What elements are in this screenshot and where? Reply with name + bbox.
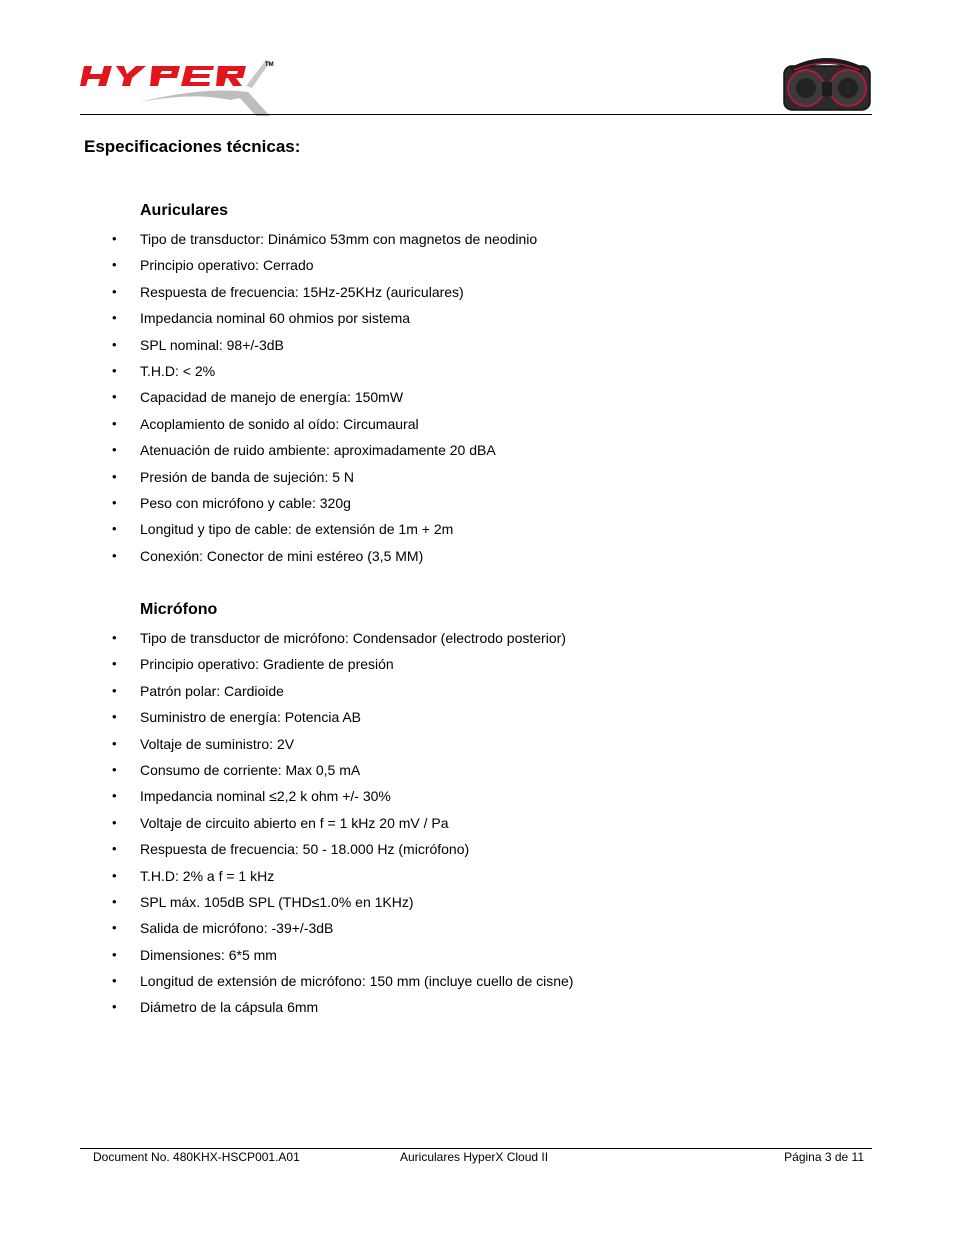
- list-item: • Diámetro de la cápsula 6mm: [112, 999, 319, 1016]
- bullet-icon: •: [112, 283, 117, 299]
- section-heading-microfono: Micrófono: [140, 601, 218, 618]
- bullet-icon: •: [112, 468, 117, 484]
- list-item: • Salida de micrófono: -39+/-3dB: [112, 920, 334, 937]
- footer-page-number: Página 3 de 11: [784, 1150, 864, 1164]
- bullet-icon: •: [112, 310, 117, 326]
- list-item: • SPL nominal: 98+/-3dB: [112, 336, 284, 353]
- list-item: • Dimensiones: 6*5 mm: [112, 946, 277, 963]
- list-item: • Respuesta de frecuencia: 50 - 18.000 Hz (micrófono): [112, 841, 470, 858]
- bullet-icon: •: [112, 841, 117, 857]
- footer-product-name: Auriculares HyperX Cloud II: [400, 1150, 549, 1164]
- bullet-icon: •: [112, 257, 117, 273]
- list-item: • Voltaje de circuito abierto en f = 1 kHz 20 mV / Pa: [112, 814, 449, 831]
- list-item: • Consumo de corriente: Max 0,5 mA: [112, 761, 361, 778]
- list-item: • T.H.D: 2% a f = 1 kHz: [112, 867, 275, 884]
- bullet-icon: •: [112, 442, 117, 458]
- bullet-icon: •: [112, 709, 117, 725]
- bullet-icon: •: [112, 920, 117, 936]
- bullet-icon: •: [112, 867, 117, 883]
- bullet-icon: •: [112, 521, 117, 537]
- bullet-icon: •: [112, 893, 117, 909]
- page-title: Especificaciones técnicas:: [84, 137, 301, 156]
- list-item: • Voltaje de suministro: 2V: [112, 735, 295, 752]
- trademark-label: TM: [265, 62, 274, 68]
- bullet-icon: •: [112, 336, 117, 352]
- list-item: • SPL máx. 105dB SPL (THD≤1.0% en 1KHz): [112, 893, 414, 910]
- bullet-icon: •: [112, 761, 117, 777]
- bullet-icon: •: [112, 415, 117, 431]
- bullet-icon: •: [112, 389, 117, 405]
- spec-list-microfono: [0, 629, 954, 1025]
- footer-document-number: Document No. 480KHX-HSCP001.A01: [93, 1150, 300, 1164]
- list-item: • Patrón polar: Cardioide: [112, 682, 284, 699]
- bullet-icon: •: [112, 946, 117, 962]
- bullet-icon: •: [112, 231, 117, 246]
- hyperx-logo: [80, 56, 280, 118]
- bullet-icon: •: [112, 682, 117, 698]
- bullet-icon: •: [112, 814, 117, 830]
- list-item: • Tipo de transductor de micrófono: Condensador (electrodo posterior): [112, 630, 566, 646]
- list-item: • Tipo de transductor: Dinámico 53mm con magnetos de neodinio: [112, 231, 538, 247]
- spec-list-auriculares: [0, 230, 954, 573]
- footer-divider: [80, 1148, 872, 1149]
- bullet-icon: •: [112, 973, 117, 989]
- section-heading-auriculares: Auriculares: [140, 202, 229, 219]
- list-item: • Suministro de energía: Potencia AB: [112, 709, 362, 726]
- bullet-icon: •: [112, 788, 117, 804]
- list-item: • Longitud y tipo de cable: de extensión de 1m + 2m: [112, 521, 454, 538]
- page-header: [80, 50, 872, 116]
- bullet-icon: •: [112, 547, 117, 563]
- list-item: • Peso con micrófono y cable: 320g: [112, 494, 351, 511]
- list-item: • Acoplamiento de sonido al oído: Circumaural: [112, 415, 419, 432]
- list-item: • Impedancia nominal ≤2,2 k ohm +/- 30%: [112, 788, 391, 805]
- bullet-icon: •: [112, 630, 117, 645]
- bullet-icon: •: [112, 735, 117, 751]
- list-item: • Principio operativo: Cerrado: [112, 257, 314, 274]
- list-item: • Atenuación de ruido ambiente: aproximadamente 20 dBA: [112, 442, 496, 459]
- bullet-icon: •: [112, 362, 117, 378]
- list-item: • T.H.D: < 2%: [112, 362, 216, 379]
- bullet-icon: •: [112, 656, 117, 672]
- list-item: • Capacidad de manejo de energía: 150mW: [112, 389, 404, 406]
- list-item: • Longitud de extensión de micrófono: 150 mm (incluye cuello de cisne): [112, 973, 574, 990]
- list-item: • Conexión: Conector de mini estéreo (3,5 MM): [112, 547, 424, 564]
- bullet-icon: •: [112, 999, 117, 1015]
- bullet-icon: •: [112, 494, 117, 510]
- list-item: • Principio operativo: Gradiente de presión: [112, 656, 394, 673]
- list-item: • Respuesta de frecuencia: 15Hz-25KHz (auriculares): [112, 283, 464, 300]
- list-item: • Impedancia nominal 60 ohmios por sistema: [112, 310, 411, 327]
- header-divider: [80, 114, 872, 115]
- list-item: • Presión de banda de sujeción: 5 N: [112, 468, 355, 485]
- headset-icon: [782, 56, 872, 112]
